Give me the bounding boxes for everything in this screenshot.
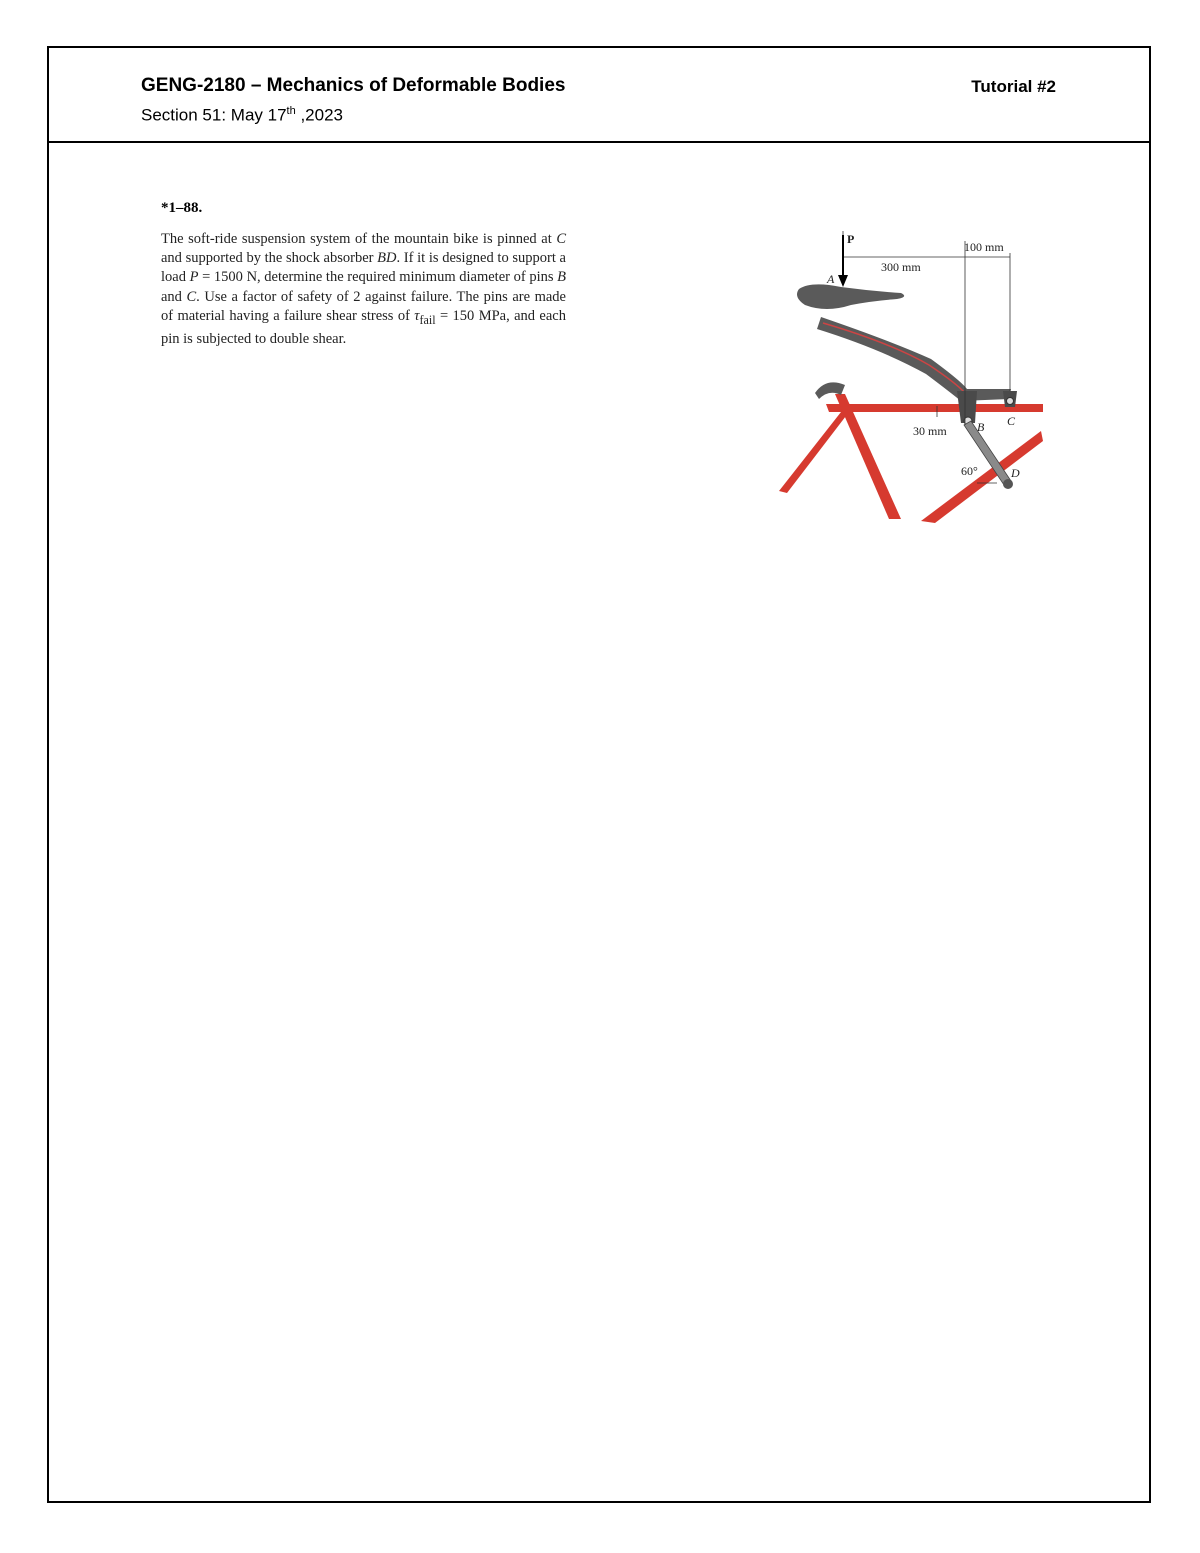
text-part: and [161,288,187,305]
text-part: . Use a factor of safety of 2 against failure. The pins are made of material having a failure shear stress of [161,288,566,324]
pin-d [1003,479,1013,489]
text-part: = 1500 N, determine the required minimum diameter of pins [198,269,558,286]
text-part: = 150 MPa, and each pin is subjected to double shear. [161,307,566,347]
tau-symbol: τ [414,307,420,324]
dim-100-label: 100 mm [964,240,1004,254]
problem-statement [161,230,566,349]
problem-number: *1–88. [161,200,203,216]
tau-subscript: fail [419,312,436,327]
saddle [797,284,904,309]
text-part: and supported by the shock absorber [161,250,378,267]
label-p: P [847,232,855,246]
dim-30-label: 30 mm [913,424,947,438]
var-c: C [556,231,566,247]
var-bd: BD [377,250,397,267]
dim-300-label: 300 mm [881,260,921,274]
rear-stay [779,412,849,493]
suspension-diagram [771,231,1047,523]
section-year: ,2023 [295,105,343,125]
label-d: D [1011,466,1020,480]
label-a: A [827,272,835,286]
date-suffix: th [286,105,296,117]
text-part: The soft-ride suspension system of the mountain bike is pinned at [161,231,557,247]
angle-label: 60° [961,464,978,478]
tutorial-number: Tutorial #2 [971,77,1056,96]
label-c: C [1007,414,1016,428]
pin-c [1007,398,1014,405]
label-b: B [977,420,985,434]
bike-frame [779,382,1043,523]
var-b: B [557,269,566,286]
var-p: P [189,269,199,286]
text-part: . If it is designed to support a load [161,250,566,286]
page-header [49,48,1149,143]
course-title: GENG-2180 – Mechanics of Deformable Bodies [141,75,566,96]
section-date: Section 51: May 17 [141,105,287,125]
suspension-figure [771,231,1047,523]
section-info [141,105,343,126]
arrow-head [838,275,848,287]
page-border [47,46,1151,1503]
var-c: C [186,288,197,305]
